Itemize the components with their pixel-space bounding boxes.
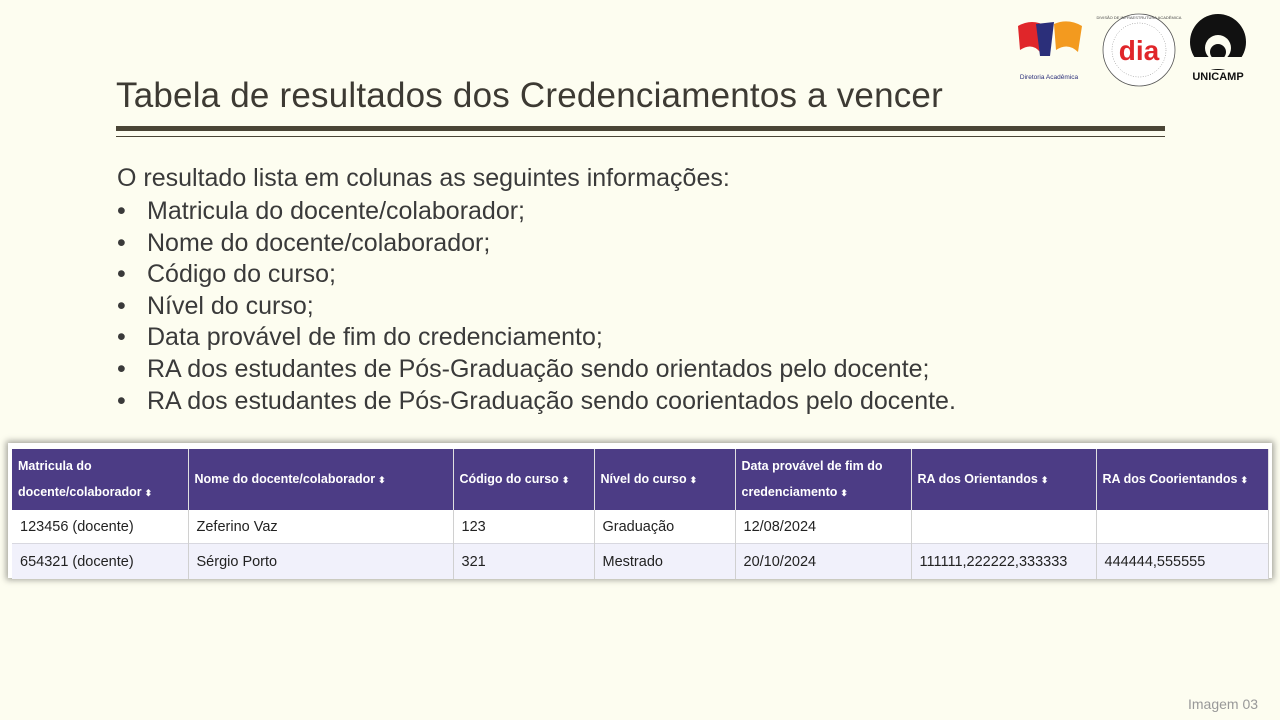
- table-row: [12, 510, 1268, 544]
- column-header-orientandos[interactable]: RA dos Orientandos ⬍: [911, 449, 1096, 510]
- table-cell: 20/10/2024: [735, 544, 911, 580]
- sort-icon[interactable]: ⬍: [144, 488, 153, 498]
- table-cell: 444444,555555: [1096, 544, 1268, 580]
- table-cell: 12/08/2024: [735, 510, 911, 544]
- dac-caption: Diretoria Acadêmica: [1019, 74, 1079, 81]
- list-item: [117, 386, 956, 418]
- image-caption: Imagem 03: [1188, 696, 1259, 712]
- column-header-nivel[interactable]: Nível do curso ⬍: [594, 449, 735, 510]
- sort-icon[interactable]: ⬍: [1240, 475, 1249, 485]
- dia-logo: [1097, 14, 1182, 86]
- logos: [1010, 12, 1260, 92]
- bullet-icon: •: [117, 197, 126, 225]
- table-row: [12, 544, 1268, 580]
- list-item-text: RA dos estudantes de Pós-Graduação sendo coorientados pelo docente.: [147, 386, 956, 415]
- list-item: [117, 196, 956, 228]
- sort-icon[interactable]: ⬍: [378, 475, 386, 485]
- list-item: [117, 354, 956, 386]
- results-table-screenshot: [8, 443, 1272, 578]
- list-item-text: RA dos estudantes de Pós-Graduação sendo orientados pelo docente;: [147, 354, 930, 383]
- table-cell: 654321 (docente): [12, 544, 188, 580]
- list-item: [117, 259, 956, 291]
- results-table: [12, 449, 1269, 579]
- page-title: Tabela de resultados dos Credenciamentos a vencer: [116, 76, 943, 115]
- sort-icon[interactable]: ⬍: [689, 475, 698, 485]
- table-cell: 123: [453, 510, 594, 544]
- unicamp-text: UNICAMP: [1192, 71, 1244, 83]
- title-rule-thin: [116, 136, 1165, 137]
- column-header-matricula[interactable]: Matricula do docente/colaborador ⬍: [12, 449, 188, 510]
- table-cell: Graduação: [594, 510, 735, 544]
- list-item-text: Nível do curso;: [147, 291, 314, 320]
- table-cell: 123456 (docente): [12, 510, 188, 544]
- list-item-text: Matricula do docente/colaborador;: [147, 197, 526, 225]
- bullet-icon: •: [117, 323, 126, 352]
- list-item-text: Código do curso;: [147, 260, 337, 289]
- bullet-icon: •: [117, 228, 126, 257]
- table-header-row: [12, 449, 1268, 510]
- table-cell: [911, 510, 1096, 544]
- dia-ring-text: DIVISÃO DE INFRAESTRUTURA ACADÊMICA: [1096, 15, 1182, 20]
- sort-icon[interactable]: ⬍: [561, 475, 570, 485]
- dia-text: dia: [1118, 35, 1160, 66]
- list-item-text: Nome do docente/colaborador;: [147, 228, 491, 257]
- bullet-icon: •: [117, 291, 126, 320]
- column-header-codigo[interactable]: Código do curso ⬍: [453, 449, 594, 510]
- list-item: [117, 291, 956, 323]
- column-header-data[interactable]: Data provável de fim do credenciamento ⬍: [735, 449, 911, 510]
- table-cell: Sérgio Porto: [188, 544, 453, 580]
- list-item: [117, 322, 956, 354]
- table-cell: Mestrado: [594, 544, 735, 580]
- title-rule-thick: [116, 126, 1165, 131]
- intro-text: O resultado lista em colunas as seguintes informações:: [117, 164, 730, 192]
- table-cell: Zeferino Vaz: [188, 510, 453, 544]
- bullet-icon: •: [117, 354, 126, 383]
- dac-logo: [1018, 21, 1082, 81]
- sort-icon[interactable]: ⬍: [840, 488, 848, 498]
- unicamp-logo: [1190, 14, 1246, 83]
- bullet-icon: •: [117, 386, 126, 415]
- list-item-text: Data provável de fim do credenciamento;: [147, 323, 603, 352]
- column-header-coorientandos[interactable]: RA dos Coorientandos ⬍: [1096, 449, 1268, 510]
- bullet-list: [117, 196, 956, 417]
- table-cell: 111111,222222,333333: [911, 544, 1096, 580]
- sort-icon[interactable]: ⬍: [1040, 475, 1049, 485]
- table-cell: [1096, 510, 1268, 544]
- table-cell: 321: [453, 544, 594, 580]
- bullet-icon: •: [117, 260, 126, 289]
- list-item: [117, 228, 956, 260]
- column-header-nome[interactable]: Nome do docente/colaborador ⬍: [188, 449, 453, 510]
